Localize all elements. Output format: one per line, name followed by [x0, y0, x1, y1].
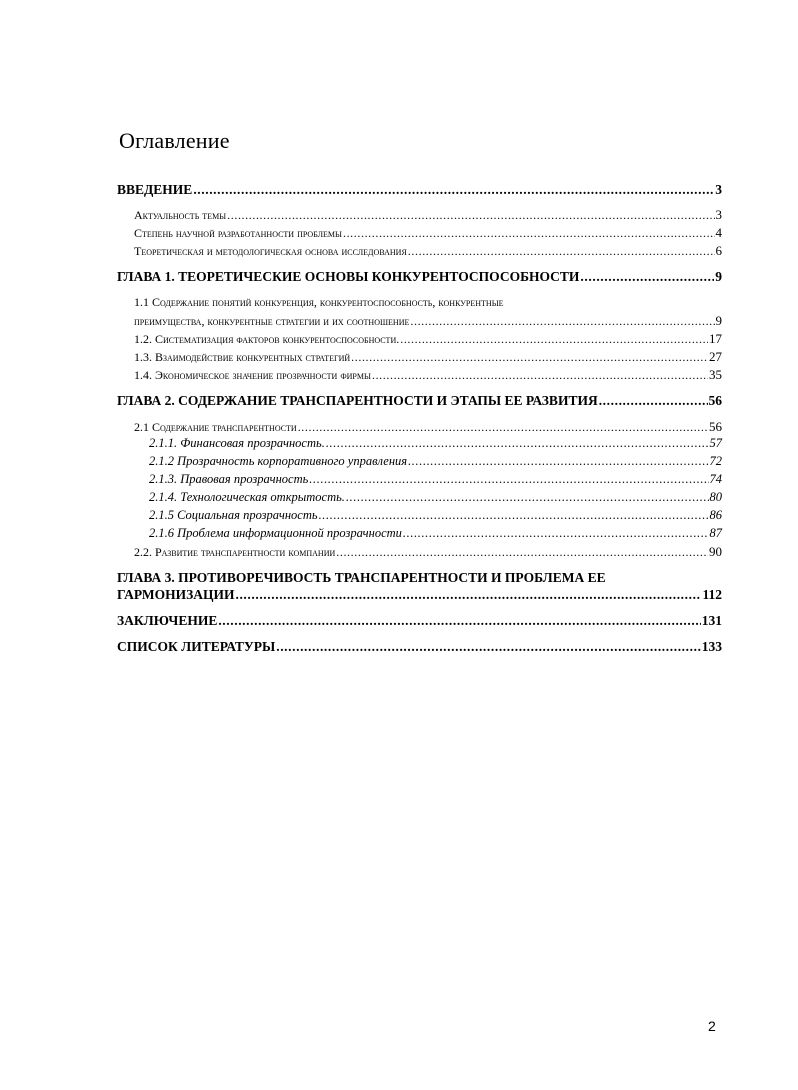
toc-entry-page: 56 [709, 419, 722, 434]
toc-heading: Оглавление [119, 128, 230, 153]
toc-entry-title: 2.1.3. Правовая прозрачность [149, 472, 309, 486]
toc-entry-title: ГЛАВА 1. ТЕОРЕТИЧЕСКИЕ ОСНОВЫ КОНКУРЕНТОСПОСОБНОСТИ [117, 269, 580, 284]
toc-leader-dots [372, 368, 708, 383]
toc-entry-title: СПИСОК ЛИТЕРАТУРЫ [117, 639, 276, 654]
toc-entry-page: 87 [709, 526, 722, 540]
toc-entry-chapter-3[interactable] [117, 587, 722, 603]
toc-leader-dots [319, 508, 709, 523]
toc-entry-title: ВВЕДЕНИЕ [117, 182, 193, 197]
toc-leader-dots [326, 436, 709, 451]
toc-leader-dots [346, 490, 709, 505]
toc-leader-dots [298, 420, 708, 435]
toc-entry-2-1-2[interactable] [149, 454, 722, 469]
toc-entry-page: 3 [715, 207, 722, 222]
toc-entry-title: 1.4. Экономическое значение прозрачности фирмы [134, 368, 371, 382]
toc-entry-page: 17 [709, 331, 722, 346]
toc-leader-dots [599, 393, 708, 409]
toc-entry-title: 1.2. Систематизация факторов конкурентоспособности. [134, 332, 400, 346]
toc-leader-dots [408, 454, 708, 469]
toc-leader-dots [408, 244, 715, 259]
toc-entry-title: ЗАКЛЮЧЕНИЕ [117, 613, 218, 628]
toc-entry-title: Актуальность темы [134, 208, 227, 222]
toc-entry-page: 57 [709, 436, 722, 450]
toc-leader-dots [218, 613, 700, 629]
toc-entry-relevance[interactable] [134, 207, 722, 223]
toc-entry-2-1-1[interactable] [149, 436, 722, 451]
toc-entry-page: 133 [701, 639, 722, 654]
toc-leader-dots [309, 472, 708, 487]
toc-leader-dots [351, 350, 708, 365]
toc-entry-2-1-4[interactable] [149, 490, 722, 505]
toc-entry-page: 72 [709, 454, 722, 468]
toc-entry-2-2[interactable] [134, 544, 722, 560]
toc-entry-page: 9 [715, 269, 722, 284]
toc-leader-dots [403, 526, 709, 541]
toc-leader-dots [400, 332, 708, 347]
toc-entry-chapter-2[interactable] [117, 393, 722, 409]
toc-entry-research-degree[interactable] [134, 225, 722, 241]
toc-entry-page: 27 [709, 349, 722, 364]
toc-entry-page: 131 [701, 613, 722, 628]
toc-entry-title: 2.1.2 Прозрачность корпоративного управления [149, 454, 408, 468]
toc-entry-page: 112 [702, 587, 722, 602]
toc-entry-chapter-1[interactable] [117, 269, 722, 285]
toc-entry-page: 86 [709, 508, 722, 522]
toc-entry-page: 56 [708, 393, 722, 408]
toc-leader-dots [343, 226, 715, 241]
toc-entry-2-1-6[interactable] [149, 526, 722, 541]
toc-entry-2-1[interactable] [134, 419, 722, 435]
toc-entry-1-1-line1[interactable]: 1.1 Содержание понятий конкуренция, конкурентоспособность, конкурентные [134, 295, 504, 309]
toc-entry-title: 2.1.6 Проблема информационной прозрачности [149, 526, 402, 540]
toc-entry-title: 2.1.5 Социальная прозрачность [149, 508, 318, 522]
toc-entry-title: Теоретическая и методологическая основа исследования [134, 244, 407, 258]
toc-leader-dots [410, 314, 714, 329]
toc-entry-page: 74 [709, 472, 722, 486]
toc-entry-1-4[interactable] [134, 367, 722, 383]
toc-entry-title: ГАРМОНИЗАЦИИ [117, 587, 235, 602]
toc-leader-dots [227, 208, 714, 223]
toc-entry-page: 3 [715, 182, 722, 197]
toc-entry-1-1[interactable] [134, 313, 722, 329]
toc-entry-title: ГЛАВА 2. СОДЕРЖАНИЕ ТРАНСПАРЕНТНОСТИ И ЭТАПЫ ЕЕ РАЗВИТИЯ [117, 393, 598, 408]
toc-entry-title: преимущества, конкурентные стратегии и их соотношение [134, 314, 410, 328]
toc-entry-introduction[interactable] [117, 182, 722, 198]
toc-entry-page: 4 [715, 225, 722, 240]
toc-leader-dots [276, 639, 701, 655]
toc-entry-page: 35 [709, 367, 722, 382]
toc-entry-chapter-3-line1[interactable]: ГЛАВА 3. ПРОТИВОРЕЧИВОСТЬ ТРАНСПАРЕНТНОСТИ И ПРОБЛЕМА ЕЕ [117, 570, 606, 585]
toc-entry-page: 90 [709, 544, 722, 559]
toc-leader-dots [336, 545, 708, 560]
toc-entry-page: 6 [715, 243, 722, 258]
page-number: 2 [708, 1018, 716, 1034]
toc-entry-conclusion[interactable] [117, 613, 722, 629]
toc-entry-bibliography[interactable] [117, 639, 722, 655]
toc-entry-title: Степень научной разработанности проблемы [134, 226, 342, 240]
toc-entry-title: 2.2. Развитие транспарентности компании [134, 545, 336, 559]
toc-entry-title: 2.1.4. Технологическая открытость. [149, 490, 345, 504]
toc-entry-methodology[interactable] [134, 243, 722, 259]
toc-leader-dots [235, 587, 701, 603]
toc-leader-dots [193, 182, 714, 198]
toc-entry-1-2[interactable] [134, 331, 722, 347]
toc-entry-2-1-5[interactable] [149, 508, 722, 523]
toc-entry-title: 1.3. Взаимодействие конкурентных стратегий [134, 350, 351, 364]
toc-entry-1-3[interactable] [134, 349, 722, 365]
toc-entry-page: 80 [709, 490, 722, 504]
toc-entry-title: 2.1.1. Финансовая прозрачность. [149, 436, 325, 450]
toc-entry-title: 2.1 Содержание транспарентности [134, 420, 297, 434]
toc-entry-2-1-3[interactable] [149, 472, 722, 487]
toc-leader-dots [580, 269, 714, 285]
toc-entry-page: 9 [715, 313, 722, 328]
